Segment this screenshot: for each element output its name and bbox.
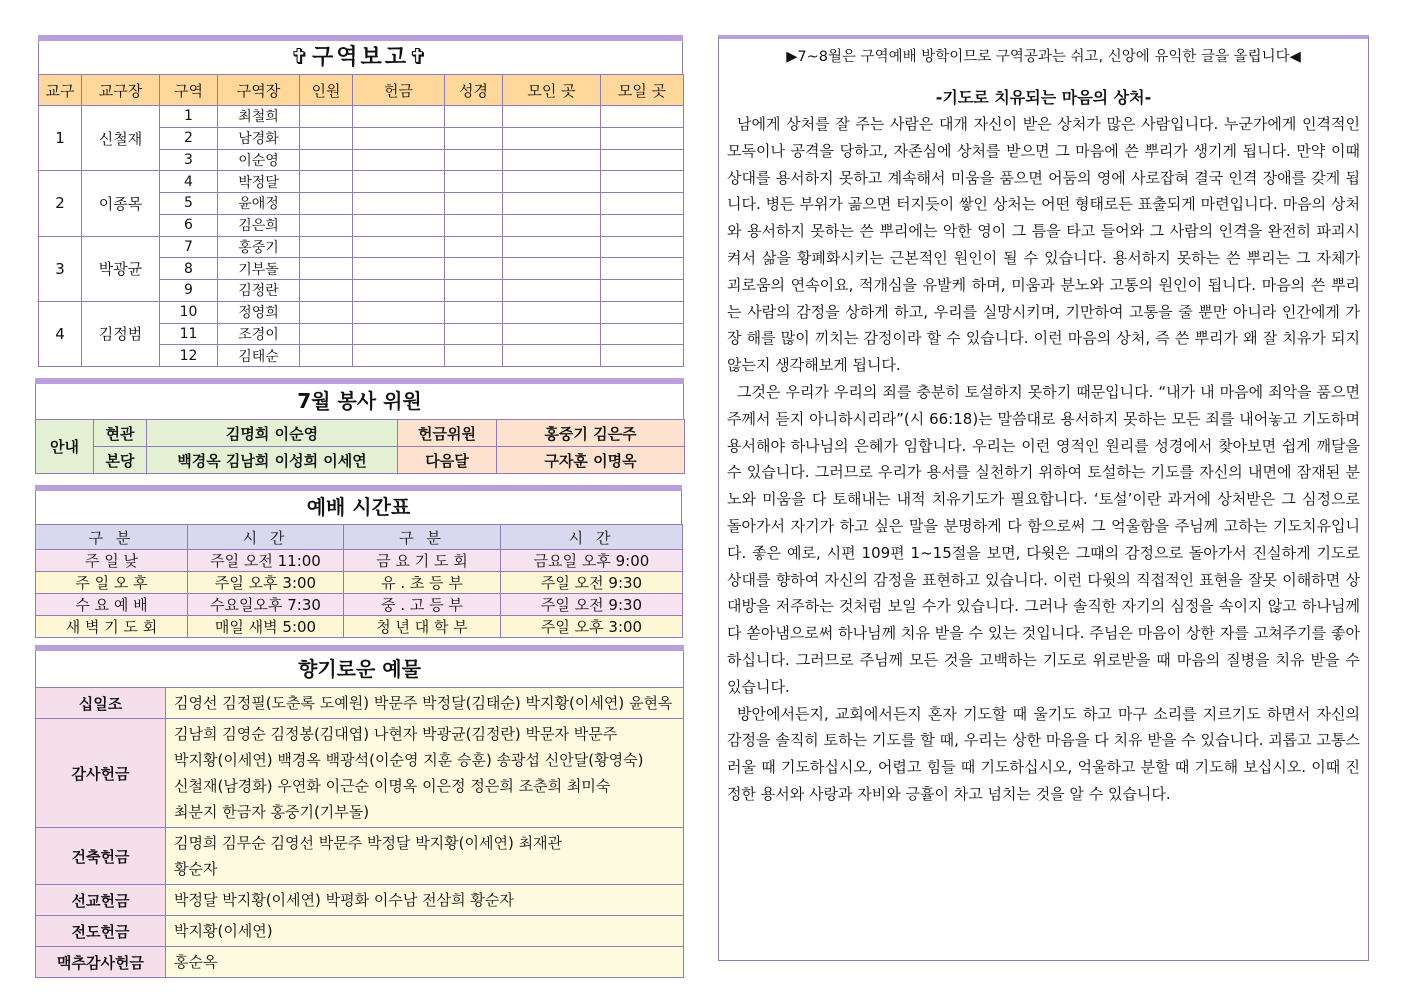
empty-cell [503, 171, 601, 193]
empty-cell [300, 193, 353, 215]
empty-cell [503, 106, 601, 128]
empty-cell [353, 236, 445, 258]
district-leader: 윤애정 [218, 193, 300, 215]
offerings-title: 향기로운 예물 [35, 651, 684, 687]
table-row [36, 572, 683, 594]
district-leader: 김은희 [218, 214, 300, 236]
empty-cell [601, 236, 684, 258]
service-time: 주일 오전 11:00 [188, 550, 344, 572]
offering-label: 건축헌금 [36, 828, 166, 885]
district-leader: 김태순 [218, 345, 300, 367]
service-time: 금요일 오후 9:00 [501, 550, 683, 572]
header-time: 시 간 [501, 525, 683, 550]
empty-cell [503, 149, 601, 171]
header-parish: 교구 [39, 75, 82, 106]
empty-cell [503, 214, 601, 236]
empty-cell [445, 258, 503, 280]
empty-cell [445, 171, 503, 193]
offering-label: 전도헌금 [36, 916, 166, 947]
offering-line: 김명희 김무순 김영선 박문주 박정달 박지황(이세연) 최재관 [174, 834, 563, 852]
district-number: 9 [160, 280, 218, 302]
empty-cell [353, 127, 445, 149]
article-paragraph: 그것은 우리가 우리의 죄를 충분히 토설하지 못하기 때문입니다. “내가 내 마음에 죄악을 품으면 주께서 듣지 아니하시리라”(시 66:18)는 말씀대로 용서하지 못하는 모든 죄를 내어놓고 기도하며 용서해야 하나님의 은혜가 임합니다. 우리는 이런 영적인 원리를 성경에서 찾아보면 쉽게 깨달을 수 있습니다. 그러므로 우리가 용서를 실천하기 위하여 토설하는 기도를 자신의 내면에 잠재된 분노와 미움을 다 토해내는 내적 치유기도가 필요합니다. ‘토설’이란 과거에 상처받은 그 심정으로 돌아가서 자기가 하고 싶은 말을 분명하게 다 함으로써 그 억울함을 주님께 고하는 기도치유입니다. 좋은 예로, 시편 109편 1~15절을 보면, 다윗은 그때의 감정으로 돌아가서 진실하게 기도로 상대를 향하여 자신의 감정을 표현하고 있습니다. 이런 다윗의 직접적인 표현을 잘못 이해하면 상대방을 저주하는 것처럼 보일 수가 있습니다. 그러나 솔직한 자기의 심정을 속이지 않고 하나님께 다 쏟아냄으로써 하나님께 치유 받을 수 있는 것입니다. 주님은 마음이 상한 자를 고쳐주기를 좋아하십니다. 그러므로 주님께 모든 것을 고백하는 기도로 위로받을 때 마음의 질병을 치유 받을 수 있습니다. [727, 382, 1360, 696]
empty-cell [601, 127, 684, 149]
parish-leader: 이종목 [82, 171, 160, 236]
service-time: 주일 오후 3:00 [188, 572, 344, 594]
empty-cell [300, 345, 353, 367]
article-paragraph: 남에게 상처를 잘 주는 사람은 대개 자신이 받은 상처가 많은 사람입니다. 누군가에게 인격적인 모독이나 공격을 당하고, 자존심에 상처를 받으면 그 마음에 쓴 뿌리가 생기게 됩니다. 만약 이때 상대를 용서하지 못하고 계속해서 미움을 품으면 어둠의 영에 사로잡혀 결국 인격 장애를 갖게 됩니다. 병든 부위가 곪으면 터지듯이 쌓인 상처는 어떤 형태로든 표출되게 마련입니다. 마음의 상처와 용서하지 못하는 쓴 뿌리에는 악한 영이 그 틈을 타고 들어와 그 사람의 인격을 완전히 파괴시켜서 삶을 황폐화시키는 근본적인 원인이 될 수 있습니다. 용서하지 못하는 쓴 뿌리는 그 자체가 괴로움의 연속이요, 적개심을 유발케 하며, 미움과 분노와 고통의 원인이 됩니다. 마음의 쓴 뿌리는 사람의 감정을 상하게 하고, 우리를 실망시키며, 기만하여 고통을 줄 뿐만 아니라 인간에게 가장 해를 많이 끼치는 감정이라 할 수 있습니다. 이런 마음의 상처, 즉 쓴 뿌리가 왜 잘 치유가 되지 않는지 생각해보게 됩니다. [727, 115, 1360, 375]
offering-line: 신철재(남경화) 우연화 이근순 이명옥 이은정 정은희 조춘희 최미숙 [174, 777, 611, 795]
offering-line: 최분지 한금자 홍중기(기부돌) [174, 803, 370, 821]
district-number: 2 [160, 127, 218, 149]
service-name: 수 요 예 배 [36, 594, 188, 616]
service-members-section [35, 378, 684, 474]
district-number: 4 [160, 171, 218, 193]
district-number: 11 [160, 323, 218, 345]
empty-cell [445, 214, 503, 236]
empty-cell [503, 193, 601, 215]
empty-cell [503, 258, 601, 280]
district-leader: 이순영 [218, 149, 300, 171]
empty-cell [445, 323, 503, 345]
service-role-names: 홍중기 김은주 [497, 420, 685, 447]
district-leader: 홍중기 [218, 236, 300, 258]
empty-cell [300, 149, 353, 171]
table-row [36, 420, 685, 447]
header-met-place: 모인 곳 [503, 75, 601, 106]
empty-cell [300, 280, 353, 302]
empty-cell [300, 236, 353, 258]
table-row [36, 885, 684, 916]
empty-cell [445, 236, 503, 258]
district-number: 1 [160, 106, 218, 128]
empty-cell [503, 127, 601, 149]
district-number: 7 [160, 236, 218, 258]
service-name: 유 . 초 등 부 [344, 572, 501, 594]
empty-cell [445, 106, 503, 128]
header-time: 시 간 [188, 525, 344, 550]
service-time: 주일 오전 9:30 [501, 572, 683, 594]
table-row [36, 688, 684, 719]
district-leader: 남경화 [218, 127, 300, 149]
table-row [36, 719, 684, 828]
empty-cell [353, 149, 445, 171]
offering-line: 홍순옥 [174, 953, 218, 971]
parish-number: 1 [39, 106, 82, 171]
table-row [39, 171, 684, 193]
empty-cell [445, 193, 503, 215]
parish-leader: 신철재 [82, 106, 160, 171]
empty-cell [601, 301, 684, 323]
header-next-place: 모일 곳 [601, 75, 684, 106]
offering-label: 감사헌금 [36, 719, 166, 828]
service-time: 매일 새벽 5:00 [188, 616, 344, 638]
offering-line: 박정달 박지황(이세연) 박평화 이수남 전삼희 황순자 [174, 891, 514, 909]
district-number: 6 [160, 214, 218, 236]
district-leader: 정영희 [218, 301, 300, 323]
table-row [39, 106, 684, 128]
header-category: 구 분 [344, 525, 501, 550]
table-row [36, 916, 684, 947]
offering-line: 김남희 김영순 김정봉(김대엽) 나현자 박광균(김정란) 박문자 박문주 [174, 725, 618, 743]
offering-line: 김영선 김정필(도춘록 도예원) 박문주 박정달(김태순) 박지황(이세연) 윤현옥 [174, 694, 673, 712]
table-row [39, 236, 684, 258]
offering-names [166, 916, 684, 947]
offering-label: 선교헌금 [36, 885, 166, 916]
empty-cell [601, 106, 684, 128]
header-attendance: 인원 [300, 75, 353, 106]
empty-cell [601, 171, 684, 193]
offering-label: 십일조 [36, 688, 166, 719]
service-role-names: 구자훈 이명옥 [497, 447, 685, 474]
empty-cell [445, 149, 503, 171]
worship-schedule-table [35, 524, 683, 638]
empty-cell [300, 301, 353, 323]
district-report-title: ✞구역보고✞ [38, 41, 683, 74]
district-leader: 조경이 [218, 323, 300, 345]
empty-cell [445, 127, 503, 149]
offering-label: 맥추감사헌금 [36, 947, 166, 978]
offering-names [166, 947, 684, 978]
empty-cell [353, 214, 445, 236]
empty-cell [503, 236, 601, 258]
district-number: 10 [160, 301, 218, 323]
empty-cell [601, 280, 684, 302]
service-names: 백경옥 김남희 이성희 이세연 [147, 447, 398, 474]
offering-line: 박지황(이세연) 백경옥 백광석(이순영 지훈 승훈) 송광섭 신안달(황영숙) [174, 751, 644, 769]
empty-cell [601, 214, 684, 236]
service-name: 금 요 기 도 회 [344, 550, 501, 572]
empty-cell [300, 214, 353, 236]
empty-cell [601, 258, 684, 280]
service-name: 주 일 오 후 [36, 572, 188, 594]
empty-cell [300, 258, 353, 280]
table-row [36, 616, 683, 638]
service-name: 중 . 고 등 부 [344, 594, 501, 616]
empty-cell [503, 280, 601, 302]
parish-number: 4 [39, 301, 82, 366]
empty-cell [601, 345, 684, 367]
table-header-row [39, 75, 684, 106]
offerings-table [35, 687, 684, 978]
empty-cell [601, 323, 684, 345]
service-time: 주일 오전 9:30 [501, 594, 683, 616]
header-bible: 성경 [445, 75, 503, 106]
service-names: 김명희 이순영 [147, 420, 398, 447]
empty-cell [353, 301, 445, 323]
table-row [36, 550, 683, 572]
empty-cell [503, 323, 601, 345]
empty-cell [353, 280, 445, 302]
parish-leader: 박광균 [82, 236, 160, 301]
table-row [36, 947, 684, 978]
service-members-table [35, 419, 685, 474]
vacation-notice: ▶7~8월은 구역예배 방학이므로 구역공과는 쉬고, 신앙에 유익한 글을 올립니다◀ [786, 49, 1301, 65]
empty-cell [353, 258, 445, 280]
empty-cell [503, 301, 601, 323]
empty-cell [353, 345, 445, 367]
parish-leader: 김정범 [82, 301, 160, 366]
worship-schedule-section [35, 485, 682, 638]
table-row [39, 301, 684, 323]
header-district: 구역 [160, 75, 218, 106]
district-number: 12 [160, 345, 218, 367]
district-leader: 박정달 [218, 171, 300, 193]
group-label: 안내 [36, 420, 94, 474]
service-time: 주일 오후 3:00 [501, 616, 683, 638]
empty-cell [300, 323, 353, 345]
article-heading: -기도로 치유되는 마음의 상처- [935, 88, 1152, 107]
offering-names [166, 719, 684, 828]
service-role: 헌금위원 [398, 420, 497, 447]
district-report-section [38, 35, 683, 367]
offering-names [166, 885, 684, 916]
article-paragraph: 방안에서든지, 교회에서든지 혼자 기도할 때 울기도 하고 마구 소리를 지르기도 하면서 자신의 감정을 솔직히 토하는 기도를 할 때, 우리는 상한 마음을 다 치유 받을 수 있습니다. 괴롭고 고통스러울 때 기도하십시오, 어렵고 힘들 때 기도하십시오, 억울하고 분할 때 기도해 보십시오. 이때 진정한 용서와 사랑과 자비와 긍휼이 차고 넘치는 것을 알 수 있습니다. [727, 704, 1360, 803]
article-section [718, 35, 1369, 961]
header-category: 구 분 [36, 525, 188, 550]
empty-cell [353, 193, 445, 215]
empty-cell [353, 323, 445, 345]
table-row [36, 828, 684, 885]
district-number: 8 [160, 258, 218, 280]
empty-cell [503, 345, 601, 367]
district-leader: 최철희 [218, 106, 300, 128]
empty-cell [445, 345, 503, 367]
offering-names [166, 828, 684, 885]
header-offering: 헌금 [353, 75, 445, 106]
district-number: 3 [160, 149, 218, 171]
empty-cell [353, 106, 445, 128]
district-leader: 기부돌 [218, 258, 300, 280]
empty-cell [601, 149, 684, 171]
offering-line: 박지황(이세연) [174, 922, 273, 940]
service-name: 주 일 낮 [36, 550, 188, 572]
empty-cell [300, 127, 353, 149]
offering-names [166, 688, 684, 719]
parish-number: 3 [39, 236, 82, 301]
service-name: 청 년 대 학 부 [344, 616, 501, 638]
empty-cell [353, 171, 445, 193]
district-number: 5 [160, 193, 218, 215]
district-report-table [38, 74, 684, 367]
empty-cell [300, 171, 353, 193]
empty-cell [300, 106, 353, 128]
worship-schedule-title: 예배 시간표 [35, 491, 682, 524]
header-parish-leader: 교구장 [82, 75, 160, 106]
service-role: 다음달 [398, 447, 497, 474]
table-row [36, 594, 683, 616]
service-name: 새 벽 기 도 회 [36, 616, 188, 638]
district-leader: 김정란 [218, 280, 300, 302]
header-district-leader: 구역장 [218, 75, 300, 106]
offerings-section [35, 645, 684, 978]
offering-line: 황순자 [174, 860, 218, 878]
service-place: 본당 [94, 447, 147, 474]
service-place: 현관 [94, 420, 147, 447]
empty-cell [601, 193, 684, 215]
empty-cell [445, 280, 503, 302]
parish-number: 2 [39, 171, 82, 236]
service-time: 수요일오후 7:30 [188, 594, 344, 616]
table-header-row [36, 525, 683, 550]
table-row [36, 447, 685, 474]
empty-cell [445, 301, 503, 323]
service-members-title: 7월 봉사 위원 [35, 384, 684, 419]
